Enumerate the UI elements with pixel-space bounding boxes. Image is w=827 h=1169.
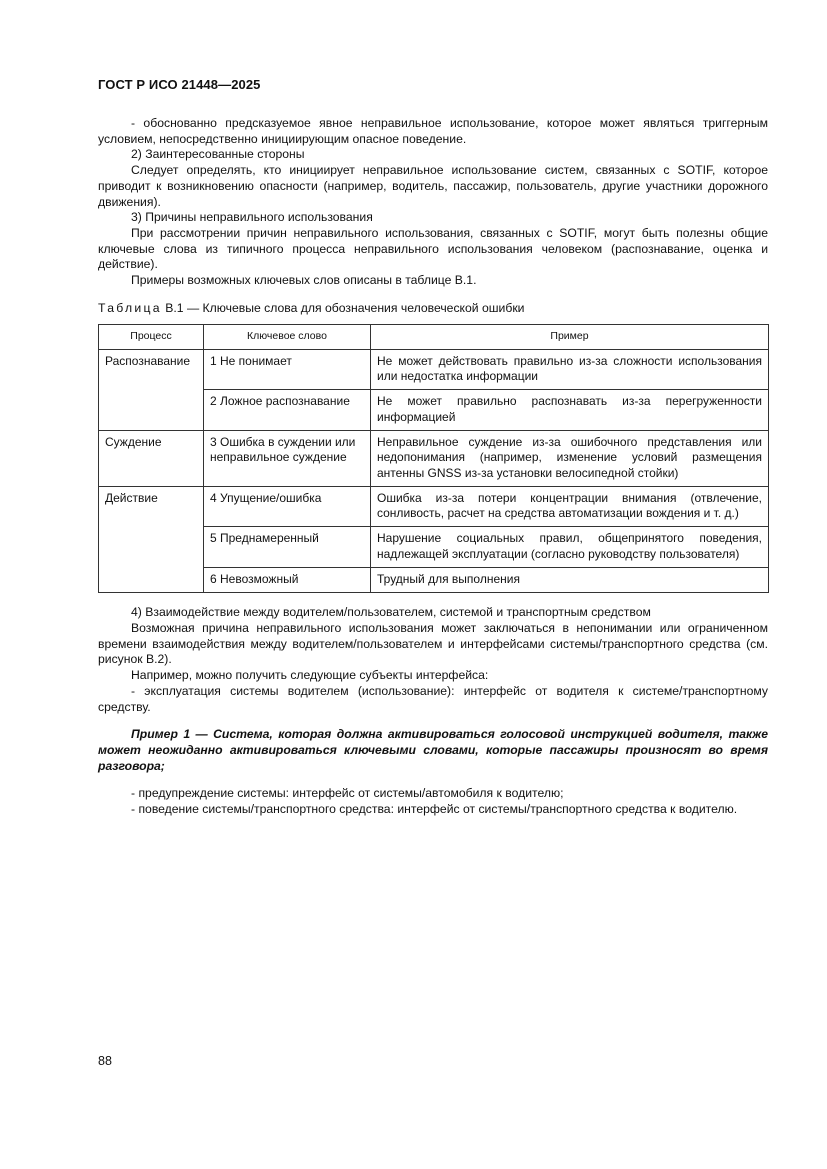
- paragraph-table-reference: Примеры возможных ключевых слов описаны в таблице В.1.: [131, 273, 477, 288]
- human-error-keywords-table: [98, 324, 769, 593]
- heading-interaction: 4) Взаимодействие между водителем/пользователем, системой и транспортным средством: [131, 605, 651, 620]
- process-cell: Действие: [99, 486, 204, 527]
- table-row: [99, 390, 769, 431]
- heading-stakeholders: 2) Заинтересованные стороны: [131, 147, 305, 162]
- keyword-cell: 6 Невозможный: [204, 568, 371, 593]
- column-header-process: Процесс: [99, 325, 204, 349]
- bullet-system-warning: - предупреждение системы: интерфейс от системы/автомобиля к водителю;: [131, 786, 564, 801]
- example-cell: Нарушение социальных правил, общепринятого поведения, надлежащей эксплуатации (согласно руководству пользователя): [371, 527, 769, 568]
- page-number: 88: [98, 1054, 112, 1068]
- process-cell-empty: [99, 527, 204, 568]
- table-caption-text: В.1 — Ключевые слова для обозначения человеческой ошибки: [165, 300, 525, 315]
- table-header-row: [99, 325, 769, 349]
- example-cell: Трудный для выполнения: [371, 568, 769, 593]
- table-caption-prefix: Таблица: [98, 300, 162, 315]
- keyword-cell: 2 Ложное распознавание: [204, 390, 371, 431]
- table-row: [99, 349, 769, 390]
- paragraph-interface-subjects: Например, можно получить следующие субъекты интерфейса:: [131, 668, 489, 683]
- paragraph-interaction: Возможная причина неправильного использования может заключаться в непонимании или ограниченном времени взаимодействия между водителем/пользователем и интерфейсами системы/транспортного средства (см. рисунок В.2).: [98, 621, 768, 667]
- table-row: [99, 568, 769, 593]
- process-cell: Распознавание: [99, 349, 204, 390]
- paragraph-operation-bullet: - эксплуатация системы водителем (использование): интерфейс от водителя к системе/транспортному средству.: [98, 683, 768, 714]
- bullet-system-behavior: - поведение системы/транспортного средства: интерфейс от системы/транспортного средства к водителю.: [131, 802, 738, 817]
- table-row: [99, 527, 769, 568]
- example-cell: Не может действовать правильно из-за сложности использования или недостатка информации: [371, 349, 769, 390]
- process-cell-empty: [99, 390, 204, 431]
- table-row: [99, 486, 769, 527]
- keyword-cell: 4 Упущение/ошибка: [204, 486, 371, 527]
- heading-misuse-causes: 3) Причины неправильного использования: [131, 210, 373, 225]
- process-cell: Суждение: [99, 430, 204, 486]
- example-cell: Ошибка из-за потери концентрации внимания (отвлечение, сонливость, расчет на средства автоматизации вождения и т. д.): [371, 486, 769, 527]
- column-header-example: Пример: [371, 325, 769, 349]
- example-cell: Не может правильно распознавать из-за перегруженности информацией: [371, 390, 769, 431]
- keyword-cell: 1 Не понимает: [204, 349, 371, 390]
- page-content: [98, 116, 768, 818]
- keyword-cell: 5 Преднамеренный: [204, 527, 371, 568]
- keyword-cell: 3 Ошибка в суждении или неправильное суждение: [204, 430, 371, 486]
- table-caption: [98, 301, 768, 317]
- column-header-keyword: Ключевое слово: [204, 325, 371, 349]
- example-note: Пример 1 — Система, которая должна активироваться голосовой инструкцией водителя, также может неожиданно активироваться ключевыми словами, которые пассажиры произносят во время разговора;: [98, 727, 768, 773]
- document-header: ГОСТ Р ИСО 21448—2025: [98, 77, 261, 92]
- table-row: [99, 430, 769, 486]
- paragraph-stakeholders: Следует определять, кто инициирует неправильное использование систем, связанных с SOTIF, которое приводит к возникновению опасности (например, водитель, пассажир, пользователь, другие участники дорожного движения).: [98, 163, 768, 209]
- process-cell-empty: [99, 568, 204, 593]
- paragraph-misuse-trigger: - обоснованно предсказуемое явное неправильное использование, которое может являться триггерным условием, непосредственно инициирующим опасное поведение.: [98, 116, 768, 146]
- example-cell: Неправильное суждение из-за ошибочного представления или недопонимания (например, изменение условий размещения антенны GNSS из-за установки велосипедной стойки): [371, 430, 769, 486]
- paragraph-misuse-causes: При рассмотрении причин неправильного использования, связанных с SOTIF, могут быть полезны общие ключевые слова из типичного процесса неправильного использования человеком (распознавание, оценка и действие).: [98, 225, 768, 272]
